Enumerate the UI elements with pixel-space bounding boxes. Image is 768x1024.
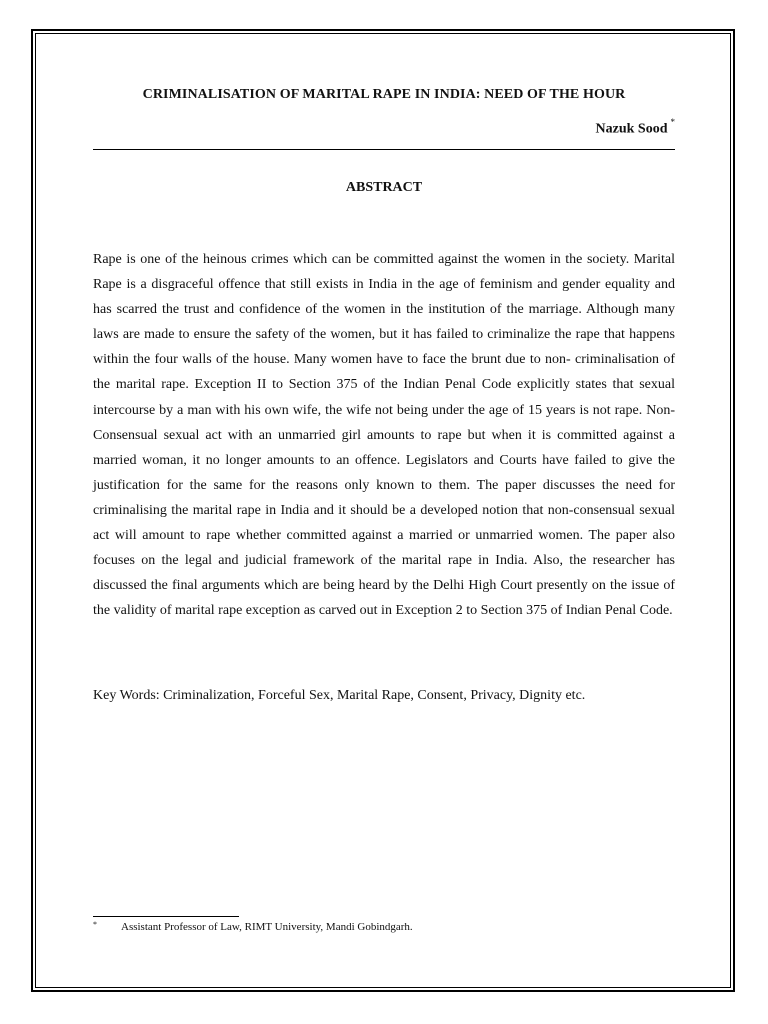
- footnote-divider: [93, 916, 239, 917]
- footnote: [93, 921, 413, 933]
- author-line: [596, 119, 675, 138]
- keywords: Key Words: Criminalization, Forceful Sex, Marital Rape, Consent, Privacy, Dignity etc.: [93, 688, 586, 703]
- footnote-text: Assistant Professor of Law, RIMT University, Mandi Gobindgarh.: [121, 921, 413, 933]
- abstract-heading: ABSTRACT: [345, 180, 423, 195]
- author-name: Nazuk Sood: [595, 121, 668, 137]
- footnote-marker: *: [93, 920, 97, 929]
- abstract-body: Rape is one of the heinous crimes which can be committed against the women in the society. Marital Rape is a disgraceful offence that still exists in India in the age of feminism and gender equality and has scarred the trust and confidence of the women in the institution of the marriage. Although many laws are made to ensure the safety of the women, but it has failed to criminalize the rape that happens within the four walls of the house. Many women have to face the brunt due to non- criminalisation of the marital rape. Exception II to Section 375 of the Indian Penal Code explicitly states that sexual intercourse by a man with his own wife, the wife not being under the age of 15 years is not rape. Non- Consensual sexual act with an unmarried girl amounts to rape but when it is committed against a married woman, it no longer amounts to an offence. Legislators and Courts have failed to give the justification for the same for the reasons only known to them. The paper discusses the need for criminalising the marital rape in India and it should be a developed notion that non-consensual sexual act will amount to rape whether committed against a married or unmarried women. The paper also focuses on the legal and judicial framework of the marital rape in India. Also, the researcher has discussed the final arguments which are being heard by the Delhi High Court presently on the issue of the validity of marital rape exception as carved out in Exception 2 to Section 375 of Indian Penal Code.: [93, 252, 675, 619]
- author-footnote-marker: *: [670, 117, 675, 127]
- paper-title: CRIMINALISATION OF MARITAL RAPE IN INDIA: NEED OF THE HOUR: [142, 87, 626, 102]
- title-divider: [93, 149, 675, 150]
